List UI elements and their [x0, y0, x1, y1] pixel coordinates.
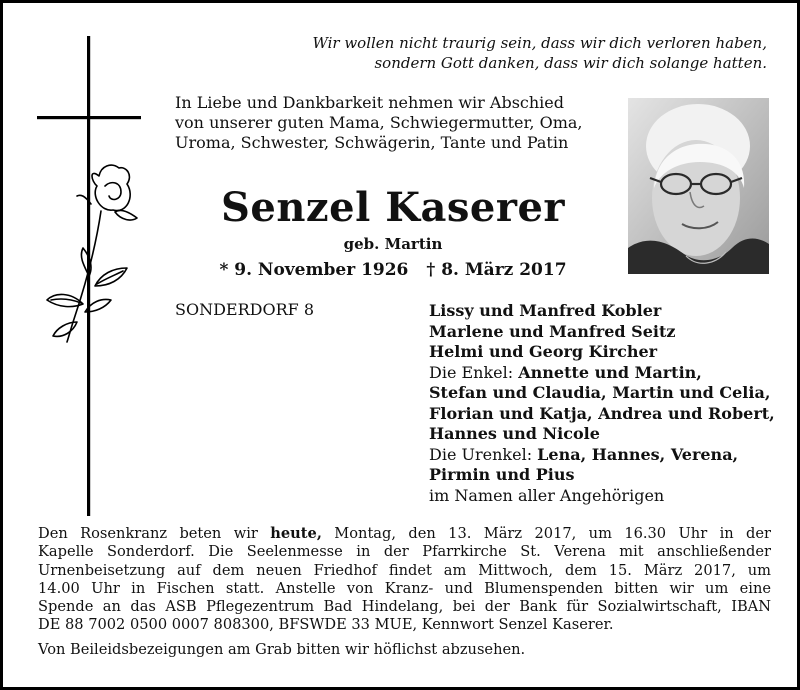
- great-grandchildren-line: [429, 445, 789, 466]
- announcement-text: Den Rosenkranz beten wir: [38, 525, 271, 542]
- quote-line: sondern Gott danken, dass wir dich solange hatten.: [374, 54, 767, 72]
- mourner-line: Helmi und Georg Kircher: [429, 342, 658, 361]
- birth-name: geb. Martin: [343, 235, 443, 253]
- farewell-intro: [175, 93, 615, 153]
- intro-line: In Liebe und Dankbarkeit nehmen wir Abschied: [175, 93, 565, 112]
- cross-with-rose-icon: [31, 36, 151, 516]
- intro-line: Uroma, Schwester, Schwägerin, Tante und Patin: [175, 133, 569, 152]
- grandchildren-names: Hannes und Nicole: [429, 424, 600, 443]
- grandchildren-names: Stefan und Claudia, Martin und Celia,: [429, 383, 771, 402]
- birth-date: * 9. November 1926: [219, 260, 409, 280]
- mourner-line: Lissy und Manfred Kobler: [429, 301, 662, 320]
- grandchildren-label: Die Enkel:: [429, 362, 519, 382]
- announcement-line: Urnenbeisetzung auf dem neuen Friedhof findet am Mittwoch, dem 15. März 2017, um: [38, 561, 771, 579]
- deceased-heading: [173, 183, 613, 283]
- portrait-photo: [628, 98, 769, 274]
- great-grandchildren-label: Die Urenkel:: [429, 444, 538, 464]
- mourners-closing: im Namen aller Angehörigen: [429, 485, 665, 505]
- announcement-line: 14.00 Uhr in Fischen statt. Anstelle von Kranz- und Blumenspenden bitten wir um eine: [38, 579, 771, 597]
- mourners-list: [429, 301, 789, 506]
- service-announcement: [38, 525, 771, 635]
- announcement-emphasis: heute,: [270, 525, 322, 542]
- great-grandchildren-names: Lena, Hannes, Verena,: [537, 444, 739, 464]
- grandchildren-names: Annette und Martin,: [518, 362, 702, 382]
- announcement-text: Montag, den 13. März 2017, um 16.30 Uhr in der: [321, 525, 772, 542]
- grandchildren-names: Florian und Katja, Andrea und Robert,: [429, 403, 775, 423]
- death-date: † 8. März 2017: [426, 260, 567, 280]
- condolence-note: Von Beileidsbezeigungen am Grab bitten wir höflichst abzusehen.: [38, 641, 526, 658]
- quote-line: Wir wollen nicht traurig sein, dass wir dich verloren haben,: [312, 34, 767, 52]
- great-grandchildren-names: Pirmin und Pius: [429, 465, 575, 484]
- announcement-line: [38, 525, 771, 543]
- portrait-image: [628, 98, 769, 274]
- life-dates: [173, 257, 613, 283]
- rose-icon: [47, 165, 137, 342]
- mourner-line: Marlene und Manfred Seitz: [429, 321, 676, 341]
- announcement-line: DE 88 7002 0500 0007 808300, BFSWDE 33 MUE, Kennwort Senzel Kaserer.: [38, 616, 614, 634]
- family-address: SONDERDORF 8: [175, 300, 314, 319]
- announcement-line: Spende an das ASB Pflegezentrum Bad Hindelang, bei der Bank für Sozialwirtschaft, IBAN: [38, 598, 771, 616]
- announcement-line: Kapelle Sonderdorf. Die Seelenmesse in der Pfarrkirche St. Verena mit anschließender: [38, 543, 771, 561]
- memorial-quote: [287, 33, 767, 73]
- intro-line: von unserer guten Mama, Schwiegermutter, Oma,: [175, 113, 583, 132]
- grandchildren-line: [429, 363, 789, 384]
- deceased-name: Senzel Kaserer: [221, 184, 565, 231]
